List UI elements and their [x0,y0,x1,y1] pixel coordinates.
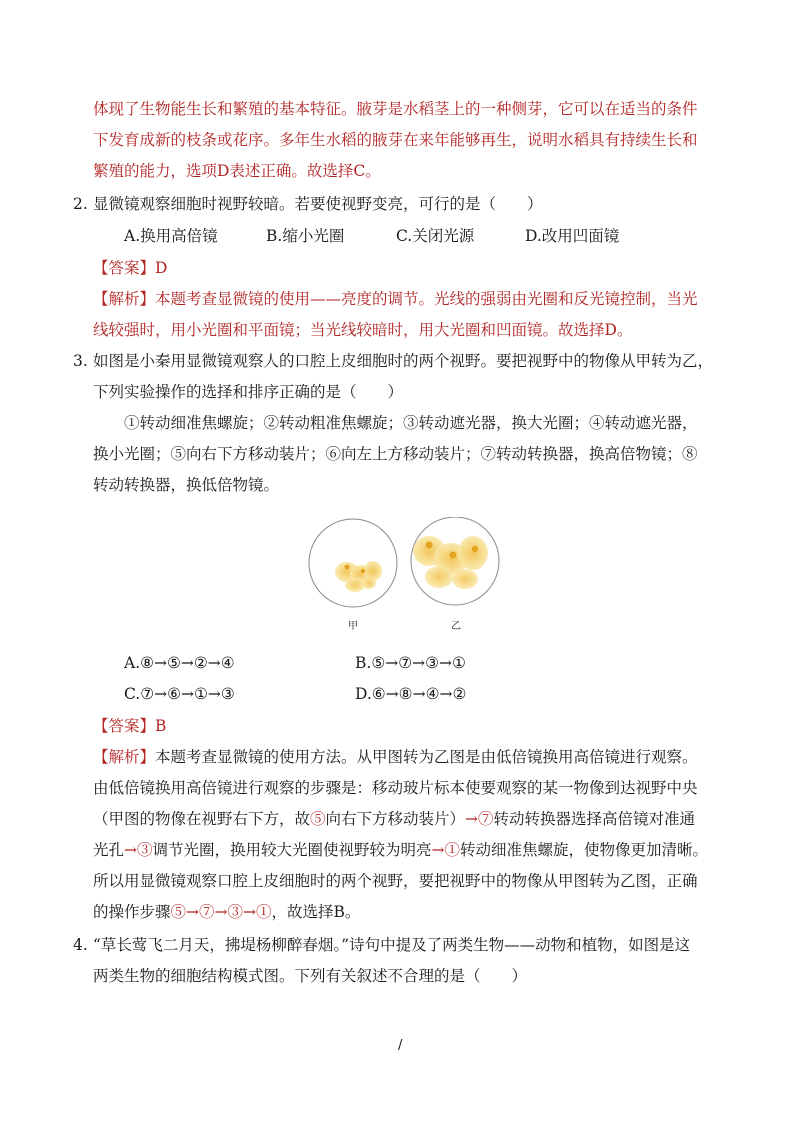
question-3-stem-line-1: 如图是小秦用显微镜观察人的口腔上皮细胞时的两个视野。要把视野中的物像从甲转为乙， [93,352,714,370]
analysis-text: （甲图的物像在视野右下方，故 [93,810,311,828]
answer-value: B [155,717,167,735]
analysis-text: ，故选择B。 [271,903,361,921]
figure-label-yi: 乙 [451,621,461,632]
microscope-fields-figure [305,517,505,632]
question-4-number: 4. [73,936,88,954]
question-2-analysis-line-1 [93,289,698,309]
answer-tag: 【答案】 [93,717,156,735]
question-3-analysis-line-4 [93,840,708,860]
question-3-analysis-line-2: 由低倍镜换用高倍镜进行观察的步骤是：移动玻片标本使要观察的某一物像到达视野中央 [93,779,698,797]
question-3-steps-line-2: 换小光圈；⑤向右下方移动装片；⑥向左上方移动装片；⑦转动转换器，换高倍物镜；⑧ [93,445,698,463]
question-4-stem-line-1: “草长莺飞二月天，拂堤杨柳醉春烟。”诗句中提及了两类生物——动物和植物，如图是这 [93,936,691,954]
question-3-steps-line-1: ①转动细准焦螺旋；②转动粗准焦螺旋；③转动遮光器，换大光圈；④转动遮光器， [124,414,698,432]
analysis-step: ⑤ [310,810,326,828]
question-3-number: 3. [73,352,88,370]
question-3-analysis-line-5: 所以用显微镜观察口腔上皮细胞时的两个视野，要把视野中的物像从甲图转为乙图，正确 [93,872,698,890]
analysis-step: →① [431,841,461,859]
figure-label-jia: 甲 [348,621,358,632]
question-3-stem-line-2: 下列实验操作的选择和排序正确的是（ ） [93,383,404,401]
question-2-number: 2. [73,195,88,213]
analysis-text: 的操作步骤 [93,903,171,921]
answer-tag: 【答案】 [93,259,156,277]
question-3-option-a: A.⑧→⑤→②→④ [124,654,235,672]
analysis-text: 向右下方移动装片） [325,810,466,828]
question-3-option-b: B.⑤→⑦→③→① [355,654,466,672]
analysis-tag: 【解析】 [93,748,156,766]
question-3-answer [93,716,166,736]
question-2-answer [93,258,167,278]
question-2-option-d: D.改用凹面镜 [525,227,620,245]
prev-analysis-line-2: 下发育成新的枝条或花序。多年生水稻的腋芽在来年能够再生，说明水稻具有持续生长和 [93,131,698,149]
question-4-stem-line-2: 两类生物的细胞结构模式图。下列有关叙述不合理的是（ ） [93,967,528,985]
question-3-option-c: C.⑦→⑥→①→③ [124,685,235,703]
prev-analysis-line-1: 体现了生物能生长和繁殖的基本特征。腋芽是水稻茎上的一种侧芽，它可以在适当的条件 [93,100,698,118]
analysis-text: 本题考查显微镜的使用——亮度的调节。光线的强弱由光圈和反光镜控制，当光 [155,290,698,308]
analysis-step: →⑦ [465,810,494,828]
question-3-analysis-line-1 [93,747,698,767]
answer-value: D [155,259,168,277]
analysis-text: 转动细准焦螺旋，使物像更加清晰。 [460,841,709,859]
analysis-step: ⑤→⑦→③→① [170,903,272,921]
question-3-analysis-line-3 [93,809,695,829]
question-2-option-c: C.关闭光源 [396,227,475,245]
question-2-analysis-line-2: 线较强时，用小光圈和平面镜；当光线较暗时，用大光圈和凹面镜。故选择D。 [93,321,633,339]
analysis-step: →③ [124,841,153,859]
page-mark: / [398,1038,403,1053]
question-3-steps-line-3: 转动转换器，换低倍物镜。 [93,476,280,494]
analysis-text: 本题考查显微镜的使用方法。从甲图转为乙图是由低倍镜换用高倍镜进行观察。 [155,748,698,766]
microscope-fields-image [305,517,505,629]
question-2-option-a: A.换用高倍镜 [124,227,218,245]
question-2-stem: 显微镜观察细胞时视野较暗。若要使视野变亮，可行的是（ ） [93,195,543,213]
analysis-text: 转动转换器选择高倍镜对准通 [493,810,696,828]
prev-analysis-line-3: 繁殖的能力，选项D表述正确。故选择C。 [93,162,381,180]
analysis-tag: 【解析】 [93,290,156,308]
analysis-text: 调节光圈，换用较大光圈使视野较为明亮 [152,841,432,859]
question-2-option-b: B.缩小光圈 [266,227,345,245]
analysis-text: 光孔 [93,841,125,859]
question-3-analysis-line-6 [93,902,360,922]
question-3-option-d: D.⑥→⑧→④→② [355,685,467,703]
field-jia [309,519,397,607]
